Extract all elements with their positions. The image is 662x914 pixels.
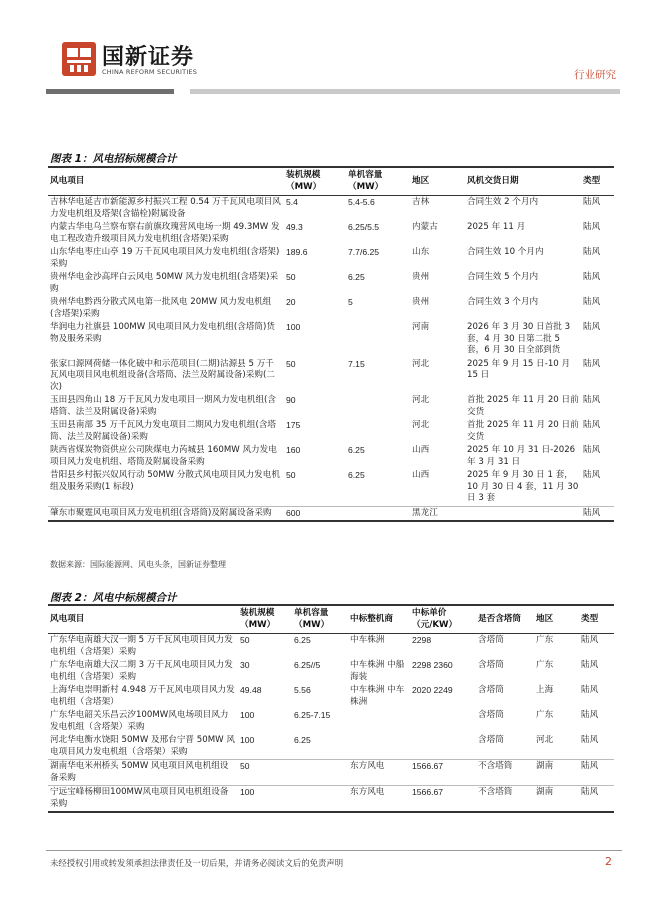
table-cell: 内蒙古华电乌兰察布察右前旗玫瑰营风电场一期 49.3MW 发电工程改造升级项目风力发电机组(含塔架)采购 bbox=[50, 222, 280, 244]
table-cell: 陆风 bbox=[583, 272, 601, 282]
table2-header-cell: 风电项目 bbox=[48, 605, 238, 634]
table1-header-row bbox=[48, 167, 614, 196]
table-cell: 50 bbox=[286, 358, 296, 369]
table-cell: 张家口源网荷储一体化破中和示范项目(二期)沽源县 5 万千瓦风电项目风电机组设备(含塔筒、法兰及附属设备)采购(二次) bbox=[50, 358, 275, 392]
table-cell: 贵州华电金沙高坪白云风电 50MW 风力发电机组(含塔架)采购 bbox=[50, 272, 279, 294]
table-cell: 玉田县四角山 18 万千瓦风力发电项目一期风力发电机组(含塔筒、法兰及附属设备)采购 bbox=[50, 395, 277, 417]
table-cell: 合同生效 2 个月内 bbox=[467, 197, 539, 207]
table1-header-cell: 类型 bbox=[581, 167, 614, 196]
table-cell: 河北华电衡水饶阳 50MW 及邢台宁晋 50MW 风电项目风力发电机组（含塔架）采购 bbox=[48, 734, 238, 760]
company-logo-icon bbox=[62, 42, 96, 76]
table-cell: 广东 bbox=[536, 710, 554, 720]
table-cell: 陆风 bbox=[583, 395, 601, 405]
table-cell: 含塔筒 bbox=[478, 685, 504, 695]
table-cell: 5 bbox=[348, 297, 353, 307]
table-cell bbox=[292, 760, 348, 786]
table-row bbox=[48, 221, 614, 246]
table-cell: 首批 2025 年 11 月 20 日前交货 bbox=[467, 420, 579, 442]
table-cell: 宁远宝峰杨柳田100MW风电项目风电机组设备采购 bbox=[48, 786, 238, 813]
table1-source: 数据来源：国际能源网、风电头条，国新证券整理 bbox=[50, 560, 226, 569]
table2-header-cell: 是否含塔筒 bbox=[476, 605, 534, 634]
table-cell: 陆风 bbox=[581, 660, 599, 670]
table-cell bbox=[346, 419, 410, 444]
table-cell: 2020 2249 bbox=[412, 685, 453, 695]
table-cell: 2298 2360 bbox=[412, 660, 453, 670]
table-cell: 6.25//5 bbox=[294, 660, 321, 670]
table-cell: 陆风 bbox=[583, 222, 601, 232]
table-cell: 湖南 bbox=[534, 760, 579, 786]
table-cell bbox=[346, 321, 410, 358]
table-cell: 49.48 bbox=[240, 685, 262, 695]
table-row bbox=[48, 394, 614, 419]
table-cell: 合同生效 5 个月内 bbox=[467, 272, 539, 282]
table-cell: 49.3 bbox=[286, 222, 303, 232]
table-cell: 肇东市聚霆风电项目风力发电机组(含塔筒)及附属设备采购 bbox=[48, 506, 284, 521]
table-cell: 含塔筒 bbox=[478, 635, 504, 645]
table-cell: 陆风 bbox=[583, 358, 601, 369]
header-divider-dark bbox=[46, 89, 174, 94]
table-cell: 2025 年 9 月 15 日-10 月 15 日 bbox=[467, 358, 571, 380]
table-cell: 陆风 bbox=[583, 420, 601, 430]
footer-disclaimer: 未经授权引用或转发须承担法律责任及一切后果，并请务必阅读文后的免责声明 bbox=[50, 858, 344, 868]
table-cell: 广东华电南雄大汉一期 5 万千瓦风电项目风力发电机组（含塔架）采购 bbox=[50, 635, 233, 657]
table-cell: 吉林华电延吉市新能源乡村振兴工程 0.54 万千瓦风电项目风力发电机组及塔架(含锚栓)附属设备 bbox=[50, 197, 281, 219]
table-row bbox=[48, 419, 614, 444]
table-cell bbox=[346, 506, 410, 521]
table1-header-cell: 装机规模（MW） bbox=[284, 167, 346, 196]
table-cell: 河北 bbox=[534, 734, 579, 760]
table2-header-cell: 地区 bbox=[534, 605, 579, 634]
table-cell bbox=[348, 709, 410, 734]
table-cell: 河北 bbox=[412, 420, 430, 430]
table-cell: 2025 年 11 月 bbox=[467, 222, 526, 232]
table-cell: 吉林 bbox=[412, 197, 430, 207]
table-row bbox=[48, 760, 614, 786]
table2-title: 图表 2：风电中标规模合计 bbox=[50, 592, 177, 604]
footer-divider bbox=[46, 850, 622, 851]
table2-header-cell: 类型 bbox=[579, 605, 614, 634]
table-cell: 中车株洲 中车株洲 bbox=[350, 685, 405, 707]
table-cell: 30 bbox=[240, 660, 250, 670]
table-row bbox=[48, 196, 614, 222]
table-cell: 2025 年 10 月 31 日-2026 年 3 月 31 日 bbox=[467, 445, 576, 467]
table2-header-cell: 装机规模（MW） bbox=[238, 605, 292, 634]
table-cell: 湖南 bbox=[534, 786, 579, 813]
table-cell: 东方风电 bbox=[348, 760, 410, 786]
table-cell: 陕西省煤炭物资供应公司陕煤电力芮城县 160MW 风力发电项目风力发电机组、塔筒及附属设备采购 bbox=[50, 445, 277, 467]
table-cell: 广东华电南雄大汉二期 3 万千瓦风电项目风力发电机组（含塔架）采购 bbox=[50, 660, 233, 682]
table-cell: 陆风 bbox=[579, 786, 614, 813]
table-cell: 上海华电崇明新村 4.948 万千瓦风电项目风力发电机组（含塔架） bbox=[50, 685, 235, 707]
table-cell: 广东 bbox=[536, 635, 554, 645]
table-cell bbox=[348, 734, 410, 760]
table-cell: 陆风 bbox=[581, 685, 599, 695]
table-cell: 上海 bbox=[536, 685, 554, 695]
header-divider-light bbox=[190, 89, 620, 94]
table-cell: 陆风 bbox=[581, 710, 599, 720]
table-cell: 1566.67 bbox=[410, 786, 476, 813]
table-cell: 含塔筒 bbox=[478, 710, 504, 720]
table-cell: 189.6 bbox=[286, 247, 308, 257]
table1-title: 图表 1：风电招标规模合计 bbox=[50, 153, 177, 165]
table-cell: 陆风 bbox=[583, 322, 601, 332]
table2-header-row bbox=[48, 605, 614, 634]
table-row bbox=[48, 684, 614, 709]
table-cell: 600 bbox=[284, 506, 346, 521]
table-cell: 5.4-5.6 bbox=[348, 197, 375, 207]
company-name-en: CHINA REFORM SECURITIES bbox=[102, 68, 198, 76]
table-row bbox=[48, 634, 614, 660]
page-number: 2 bbox=[605, 855, 612, 868]
table-cell: 6.25 bbox=[348, 272, 365, 282]
table-row bbox=[48, 358, 614, 395]
table-cell: 含塔筒 bbox=[476, 734, 534, 760]
table-cell: 陆风 bbox=[581, 635, 599, 645]
table-cell: 贵州 bbox=[412, 272, 430, 282]
table-cell bbox=[410, 709, 476, 734]
table-cell: 160 bbox=[286, 445, 301, 455]
table-row bbox=[48, 506, 614, 521]
table-cell: 2298 bbox=[412, 635, 432, 645]
table-cell: 陆风 bbox=[583, 297, 601, 307]
table-cell: 不含塔筒 bbox=[476, 760, 534, 786]
table-row bbox=[48, 659, 614, 684]
table-row bbox=[48, 296, 614, 321]
table-cell: 陆风 bbox=[579, 760, 614, 786]
table-cell: 陆风 bbox=[583, 197, 601, 207]
table-cell: 陆风 bbox=[581, 506, 614, 521]
table-cell: 6.25 bbox=[346, 469, 410, 506]
table-cell: 昔阳县乡村振兴奴风行动 50MW 分散式风电项目风力发电机组及服务采购(1 标段) bbox=[48, 469, 284, 506]
table-cell: 黑龙江 bbox=[410, 506, 465, 521]
table-row bbox=[48, 469, 614, 506]
table-cell: 贵州华电黔西分散式风电第一批风电 20MW 风力发电机组(含塔架)采购 bbox=[50, 297, 272, 319]
table1-header-cell: 风机交货日期 bbox=[465, 167, 581, 196]
table-cell: 含塔筒 bbox=[478, 660, 504, 670]
table-cell: 广东华电韶关乐昌云汐100MW风电场项目风力发电机组（含塔架）采购 bbox=[50, 710, 229, 732]
table-cell: 山东华电枣庄山亭 19 万千瓦风电项目风力发电机组(含塔架)采购 bbox=[50, 247, 280, 269]
table-cell bbox=[465, 506, 581, 521]
table-cell: 河北 bbox=[412, 358, 430, 369]
table-cell: 50 bbox=[240, 635, 250, 645]
table-cell: 2026 年 3 月 30 日首批 3 套，4 月 30 日第二批 5 套，6 月 30 日全部到货 bbox=[467, 322, 571, 355]
table-cell: 6.25/5.5 bbox=[348, 222, 380, 232]
table-cell: 首批 2025 年 11 月 20 日前交货 bbox=[467, 395, 579, 417]
table-cell: 1566.67 bbox=[410, 760, 476, 786]
table-cell: 100 bbox=[238, 786, 292, 813]
table-row bbox=[48, 271, 614, 296]
table-cell: 6.25-7.15 bbox=[294, 710, 331, 720]
table1 bbox=[48, 166, 614, 522]
table-cell: 100 bbox=[240, 710, 255, 720]
company-name: 国新证券 bbox=[102, 45, 195, 70]
table-cell: 7.7/6.25 bbox=[348, 247, 380, 257]
table2 bbox=[48, 604, 614, 813]
table-cell: 7.15 bbox=[348, 358, 365, 369]
table-cell: 内蒙古 bbox=[412, 222, 438, 232]
table-cell: 5.56 bbox=[294, 685, 311, 695]
table-row bbox=[48, 786, 614, 813]
table-cell: 广东 bbox=[536, 660, 554, 670]
table-cell: 5.4 bbox=[286, 197, 298, 207]
table-row bbox=[48, 246, 614, 271]
table-cell: 50 bbox=[238, 760, 292, 786]
table1-header-cell: 风电项目 bbox=[48, 167, 284, 196]
table-cell bbox=[410, 734, 476, 760]
table-cell: 陆风 bbox=[581, 469, 614, 506]
table-cell: 6.25 bbox=[292, 734, 348, 760]
table-cell: 中车株洲 中船海装 bbox=[350, 660, 405, 682]
table-cell: 合同生效 10 个月内 bbox=[467, 247, 544, 257]
table-row bbox=[48, 321, 614, 358]
table-cell: 100 bbox=[238, 734, 292, 760]
table-cell: 河南 bbox=[412, 322, 430, 332]
table-cell: 100 bbox=[286, 322, 301, 332]
table1-header-cell: 单机容量（MW） bbox=[346, 167, 410, 196]
table2-header-cell: 单机容量（MW） bbox=[292, 605, 348, 634]
table-cell: 陆风 bbox=[583, 445, 601, 455]
table-cell: 中车株洲 bbox=[350, 635, 385, 645]
table-cell: 贵州 bbox=[412, 297, 430, 307]
table-cell bbox=[346, 394, 410, 419]
table-cell: 2025 年 9 月 30 日 1 套，10 月 30 日 4 套，11 月 30 日 3 套 bbox=[465, 469, 581, 506]
table-row bbox=[48, 734, 614, 760]
table-cell: 东方风电 bbox=[348, 786, 410, 813]
table-cell: 175 bbox=[286, 420, 301, 430]
table-cell: 6.25 bbox=[294, 635, 311, 645]
table-cell bbox=[292, 786, 348, 813]
table-cell: 陆风 bbox=[579, 734, 614, 760]
report-type-label: 行业研究 bbox=[574, 69, 616, 81]
table-row bbox=[48, 444, 614, 469]
table-cell: 50 bbox=[284, 469, 346, 506]
table-cell: 山东 bbox=[412, 247, 430, 257]
table-cell: 河北 bbox=[412, 395, 430, 405]
table-cell: 不含塔筒 bbox=[476, 786, 534, 813]
table1-header-cell: 地区 bbox=[410, 167, 465, 196]
table-cell: 山西 bbox=[410, 469, 465, 506]
table-cell: 华润电力社旗县 100MW 风电项目风力发电机组(含塔筒)货物及服务采购 bbox=[50, 322, 275, 344]
table-cell: 90 bbox=[286, 395, 296, 405]
table-cell: 湖南华电米州桥头 50MW 风电项目风电机组设备采购 bbox=[48, 760, 238, 786]
table-cell: 山西 bbox=[412, 445, 430, 455]
table-cell: 6.25 bbox=[348, 445, 365, 455]
table-cell: 合同生效 3 个月内 bbox=[467, 297, 539, 307]
table-cell: 玉田县南部 35 万千瓦风力发电项目二期风力发电机组(含塔筒、法兰及附属设备)采购 bbox=[50, 420, 277, 442]
table-row bbox=[48, 709, 614, 734]
table-cell: 50 bbox=[286, 272, 296, 282]
table-cell: 20 bbox=[286, 297, 296, 307]
table2-header-cell: 中标单价（元/KW） bbox=[410, 605, 476, 634]
table-cell: 陆风 bbox=[583, 247, 601, 257]
table2-header-cell: 中标整机商 bbox=[348, 605, 410, 634]
